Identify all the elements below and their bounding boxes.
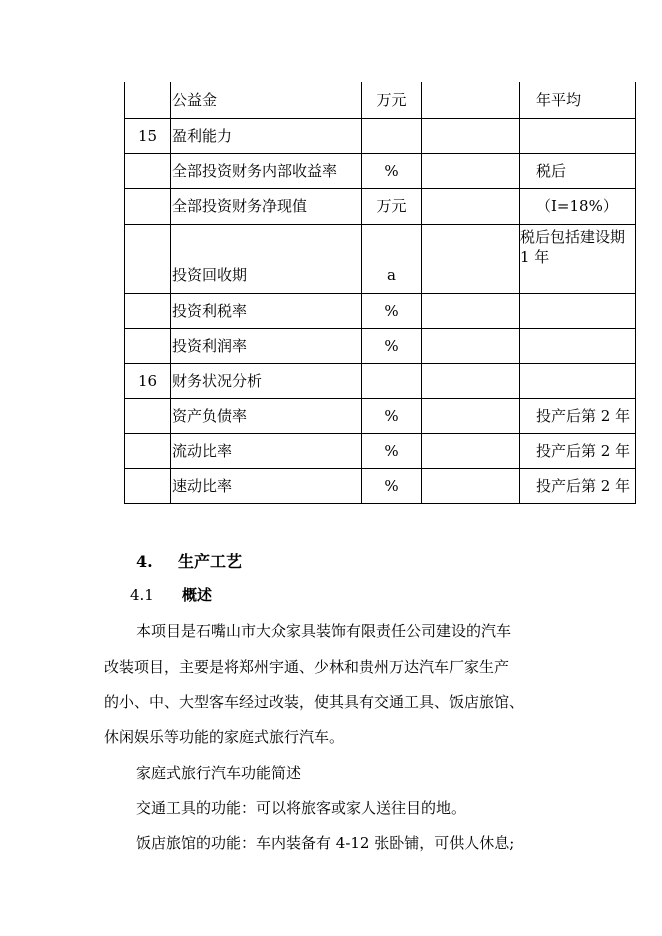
financial-indicators-table	[124, 82, 636, 504]
paragraph-1-line-3: 的小、中、大型客车经过改装，使其具有交通工具、饭店旅馆、	[104, 693, 525, 711]
note-cell	[520, 363, 636, 398]
table-row	[125, 118, 636, 153]
unit-cell	[362, 363, 422, 398]
indicator-name-cell: 流动比率	[171, 433, 362, 468]
unit-cell: 万元	[362, 188, 422, 224]
row-number-cell: 16	[125, 363, 171, 398]
table-row	[125, 82, 636, 118]
table-row	[125, 398, 636, 433]
unit-cell	[362, 118, 422, 153]
note-cell: 税后	[520, 153, 636, 188]
section-title: 生产工艺	[178, 552, 243, 571]
unit-cell: %	[362, 468, 422, 503]
paragraph-1-line-2: 改装项目，主要是将郑州宇通、少林和贵州万达汽车厂家生产	[104, 658, 510, 676]
value-cell	[422, 188, 520, 224]
unit-cell: %	[362, 153, 422, 188]
value-cell	[422, 118, 520, 153]
note-cell: （I=18%）	[520, 188, 636, 224]
table-row	[125, 328, 636, 363]
row-number-cell	[125, 224, 171, 293]
row-number-cell	[125, 328, 171, 363]
paragraph-1-line-4: 休闲娱乐等功能的家庭式旅行汽车。	[104, 728, 345, 746]
indicator-name-cell: 全部投资财务内部收益率	[171, 153, 362, 188]
row-number-cell	[125, 82, 171, 118]
value-cell	[422, 293, 520, 328]
paragraph-1-line-1: 本项目是石嘴山市大众家具装饰有限责任公司建设的汽车	[136, 622, 512, 640]
value-cell	[422, 153, 520, 188]
indicator-name-cell: 公益金	[171, 82, 362, 118]
indicator-name-cell: 投资利税率	[171, 293, 362, 328]
table-row	[125, 224, 636, 293]
note-cell: 税后包括建设期 1 年	[520, 224, 636, 293]
table-row	[125, 363, 636, 398]
table-body	[125, 82, 636, 503]
row-number-cell	[125, 153, 171, 188]
table-row	[125, 293, 636, 328]
paragraph-4: 饭店旅馆的功能：车内装备有 4-12 张卧铺，可供人休息;	[136, 834, 515, 852]
subsection-number: 4.1	[130, 586, 154, 604]
note-cell: 投产后第 2 年	[520, 433, 636, 468]
table-row	[125, 188, 636, 224]
value-cell	[422, 468, 520, 503]
value-cell	[422, 398, 520, 433]
paragraph-3: 交通工具的功能：可以将旅客或家人送往目的地。	[136, 799, 467, 817]
section-heading	[136, 549, 242, 572]
row-number-cell	[125, 293, 171, 328]
subsection-heading	[130, 584, 212, 605]
note-cell	[520, 118, 636, 153]
indicator-name-cell: 资产负债率	[171, 398, 362, 433]
unit-cell: %	[362, 433, 422, 468]
note-cell: 投产后第 2 年	[520, 468, 636, 503]
unit-cell: a	[362, 224, 422, 293]
table-row	[125, 468, 636, 503]
indicator-name-cell: 投资利润率	[171, 328, 362, 363]
value-cell	[422, 363, 520, 398]
row-number-cell	[125, 433, 171, 468]
row-number-cell	[125, 188, 171, 224]
unit-cell: %	[362, 328, 422, 363]
note-cell	[520, 293, 636, 328]
unit-cell: %	[362, 293, 422, 328]
subsection-title: 概述	[182, 586, 213, 604]
indicator-name-cell: 速动比率	[171, 468, 362, 503]
row-number-cell	[125, 398, 171, 433]
value-cell	[422, 82, 520, 118]
note-cell	[520, 328, 636, 363]
indicator-name-cell: 财务状况分析	[171, 363, 362, 398]
unit-cell: 万元	[362, 82, 422, 118]
note-cell: 投产后第 2 年	[520, 398, 636, 433]
unit-cell: %	[362, 398, 422, 433]
value-cell	[422, 224, 520, 293]
section-number: 4.	[136, 552, 153, 571]
note-cell: 年平均	[520, 82, 636, 118]
value-cell	[422, 328, 520, 363]
indicator-name-cell: 投资回收期	[171, 224, 362, 293]
table-row	[125, 153, 636, 188]
row-number-cell: 15	[125, 118, 171, 153]
value-cell	[422, 433, 520, 468]
indicator-name-cell: 全部投资财务净现值	[171, 188, 362, 224]
row-number-cell	[125, 468, 171, 503]
indicator-name-cell: 盈利能力	[171, 118, 362, 153]
paragraph-2: 家庭式旅行汽车功能简述	[136, 764, 302, 782]
table-row	[125, 433, 636, 468]
